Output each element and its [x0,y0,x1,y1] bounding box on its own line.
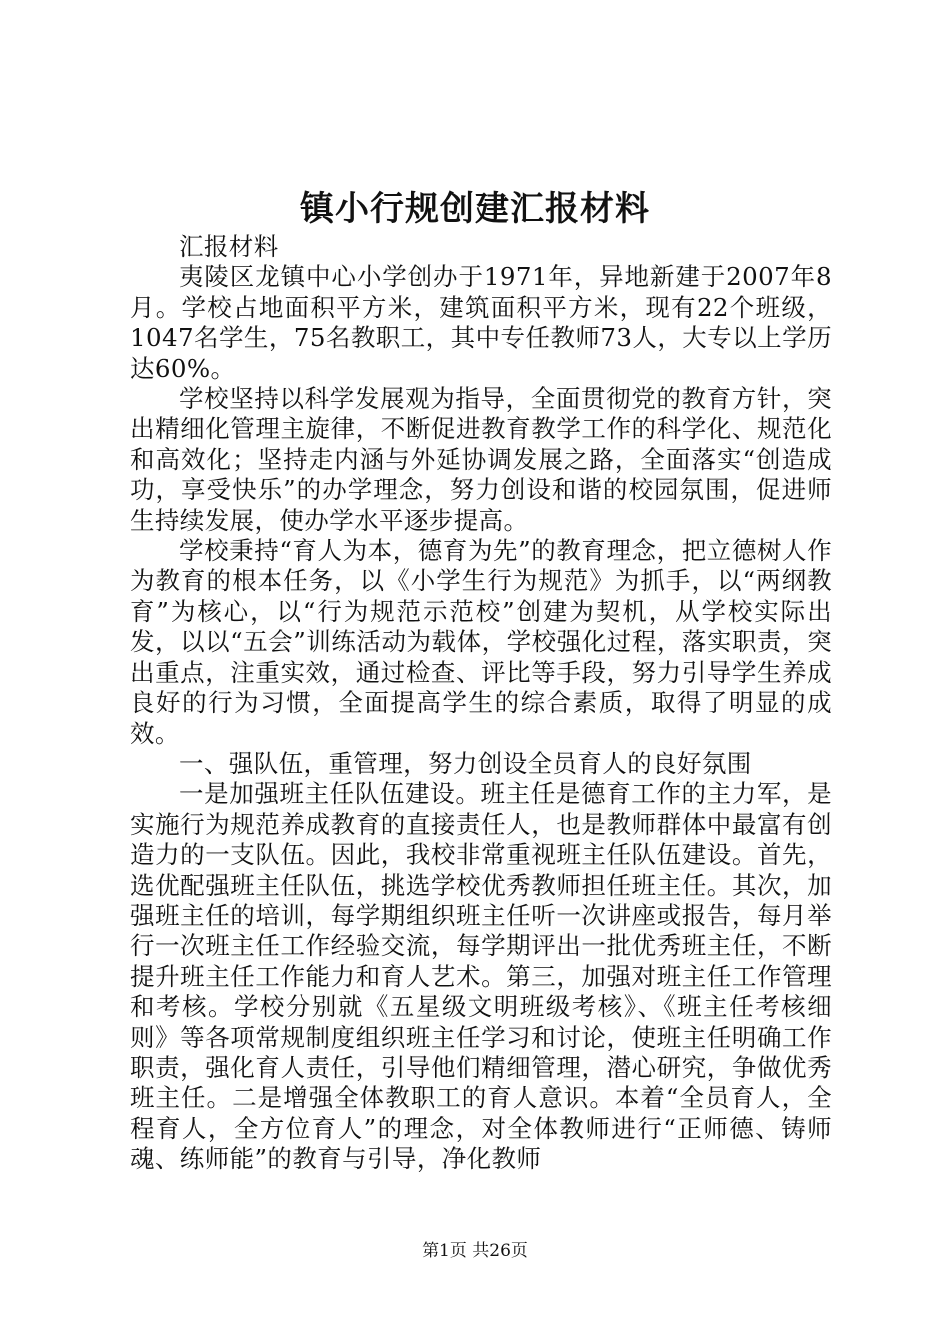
paragraph-guiding-principle: 学校坚持以科学发展观为指导，全面贯彻党的教育方针，突出精细化管理主旋律，不断促进教育教学工作的科学化、规范化和高效化；坚持走内涵与外延协调发展之路，全面落实“创造成功，享受快乐”的办学理念，努力创设和谐的校园氛围，促进师生持续发展，使办学水平逐步提高。 [130,384,832,535]
section-heading-1: 一、强队伍，重管理，努力创设全员育人的良好氛围 [179,748,752,778]
document-title: 镇小行规创建汇报材料 [300,189,650,229]
paragraph-education-concept: 学校秉持“育人为本，德育为先”的教育理念，把立德树人作为教育的根本任务，以《小学生行为规范》为抓手，以“两纲教育”为核心，以“行为规范示范校”创建为契机，从学校实际出发，以以“五会”训练活动为载体，学校强化过程，落实职责，突出重点，注重实效，通过检查、评比等手段，努力引导学生养成良好的行为习惯，全面提高学生的综合素质，取得了明显的成效。 [130,536,832,748]
paragraph-school-intro: 夷陵区龙镇中心小学创办于1971年，异地新建于2007年8月。学校占地面积平方米，建筑面积平方米，现有22个班级，1047名学生，75名教职工，其中专任教师73人，大专以上学历达60%。 [130,262,832,383]
paragraph-heading-label: 汇报材料 [179,232,279,261]
document-body [130,232,832,1175]
page-footer: 第1页 共26页 [422,1241,528,1261]
paragraph-teacher-team: 一是加强班主任队伍建设。班主任是德育工作的主力军，是实施行为规范养成教育的直接责任人，也是教师群体中最富有创造力的一支队伍。因此，我校非常重视班主任队伍建设。首先，选优配强班主任队伍，挑选学校优秀教师担任班主任。其次，加强班主任的培训，每学期组织班主任听一次讲座或报告，每月举行一次班主任工作经验交流，每学期评出一批优秀班主任，不断提升班主任工作能力和育人艺术。第三，加强对班主任工作管理和考核。学校分别就《五星级文明班级考核》、《班主任考核细则》等各项常规制度组织班主任学习和讨论，使班主任明确工作职责，强化育人责任，引导他们精细管理，潜心研究，争做优秀班主任。二是增强全体教职工的育人意识。本着“全员育人，全程育人，全方位育人”的理念，对全体教师进行“正师德、铸师魂、练师能”的教育与引导，净化教师 [130,779,832,1174]
